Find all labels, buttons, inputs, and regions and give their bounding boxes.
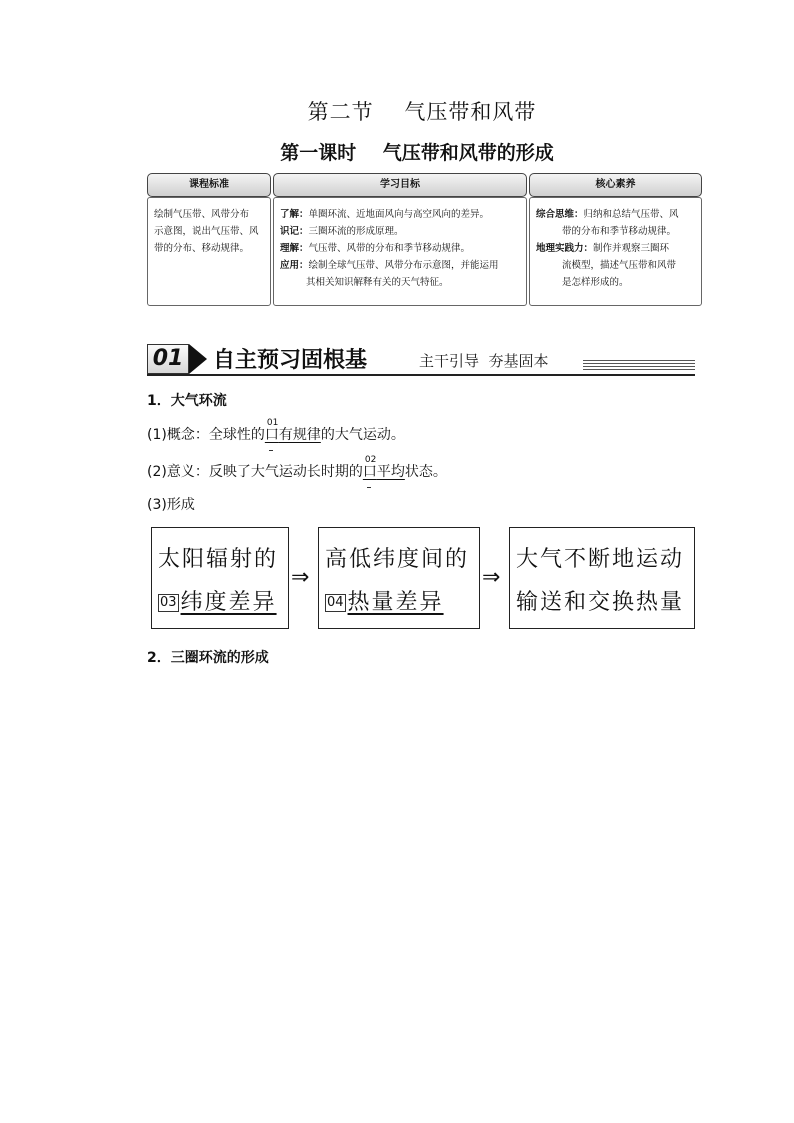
literacy-line: 地理实践力：制作并观察三圈环 [536, 243, 670, 254]
section-header-subtitle: 主干引导 夯基固本 [419, 352, 549, 370]
literacy-header: 核心素养 [529, 173, 702, 197]
goal-line: 了解：单圈环流、近地面风向与高空风向的差异。 [280, 209, 490, 220]
curriculum-line: 绘制气压带、风带分布 [154, 209, 250, 220]
flow-box-2-line: 高低纬度间的 [325, 547, 470, 572]
literacy-line: 综合思维：归纳和总结气压带、风 [536, 209, 679, 220]
goals-header: 学习目标 [273, 173, 527, 197]
curriculum-line: 示意图，说出气压带、风 [154, 226, 259, 237]
literacy-line: 是怎样形成的。 [562, 277, 629, 288]
flow-box-3 [509, 527, 695, 629]
literacy-column [529, 173, 702, 306]
triangle-icon [189, 344, 207, 374]
flow-box-1-line: 太阳辐射的 [158, 547, 279, 572]
goal-line: 应用：绘制全球气压带、风带分布示意图，并能运用 [280, 260, 499, 271]
curriculum-header: 课程标准 [147, 173, 271, 197]
flow-box-1-answer: 03 纬度差异 [160, 590, 277, 615]
section-header [147, 340, 695, 378]
literacy-line: 流模型，描述气压带和风带 [562, 260, 677, 271]
curriculum-body [147, 197, 271, 306]
flow-box-3-line: 输送和交换热量 [516, 590, 685, 615]
item1-title: 1．大气环流 [147, 393, 227, 409]
arrow-icon: ⇒ [291, 565, 310, 590]
curriculum-line: 带的分布、移动规律。 [154, 243, 250, 254]
goals-body [273, 197, 527, 306]
flow-box-1 [151, 527, 289, 629]
decorative-lines [583, 360, 695, 372]
lesson-title: 第一课时 气压带和风带的形成 [280, 142, 554, 164]
goal-line: 其相关知识解释有关的天气特征。 [306, 277, 449, 288]
section-number: 01 [147, 344, 189, 374]
goals-column [273, 173, 527, 306]
literacy-line: 带的分布和季节移动规律。 [562, 226, 677, 237]
concept-answer: 01 口有规律 [265, 427, 321, 443]
concept-line: (1)概念：全球性的 01 口有规律的大气运动。 [147, 424, 405, 444]
item2-title: 2．三圈环流的形成 [147, 650, 269, 666]
curriculum-column [147, 173, 271, 306]
flow-box-2 [318, 527, 480, 629]
meaning-answer: 02 口平均 [363, 464, 405, 480]
standards-table [147, 173, 702, 306]
flow-box-3-line: 大气不断地运动 [516, 547, 685, 572]
flow-box-2-answer: 04 热量差异 [327, 590, 444, 615]
section-header-title: 自主预习固根基 [213, 348, 368, 373]
meaning-line: (2)意义：反映了大气运动长时期的 02 口平均状态。 [147, 461, 447, 481]
literacy-body [529, 197, 702, 306]
goal-line: 识记：三圈环流的形成原理。 [280, 226, 404, 237]
header-rule [147, 374, 695, 376]
goal-line: 理解：气压带、风带的分布和季节移动规律。 [280, 243, 471, 254]
formation-label: (3)形成 [147, 497, 195, 513]
arrow-icon: ⇒ [482, 565, 501, 590]
section-title: 第二节 气压带和风带 [307, 100, 537, 124]
